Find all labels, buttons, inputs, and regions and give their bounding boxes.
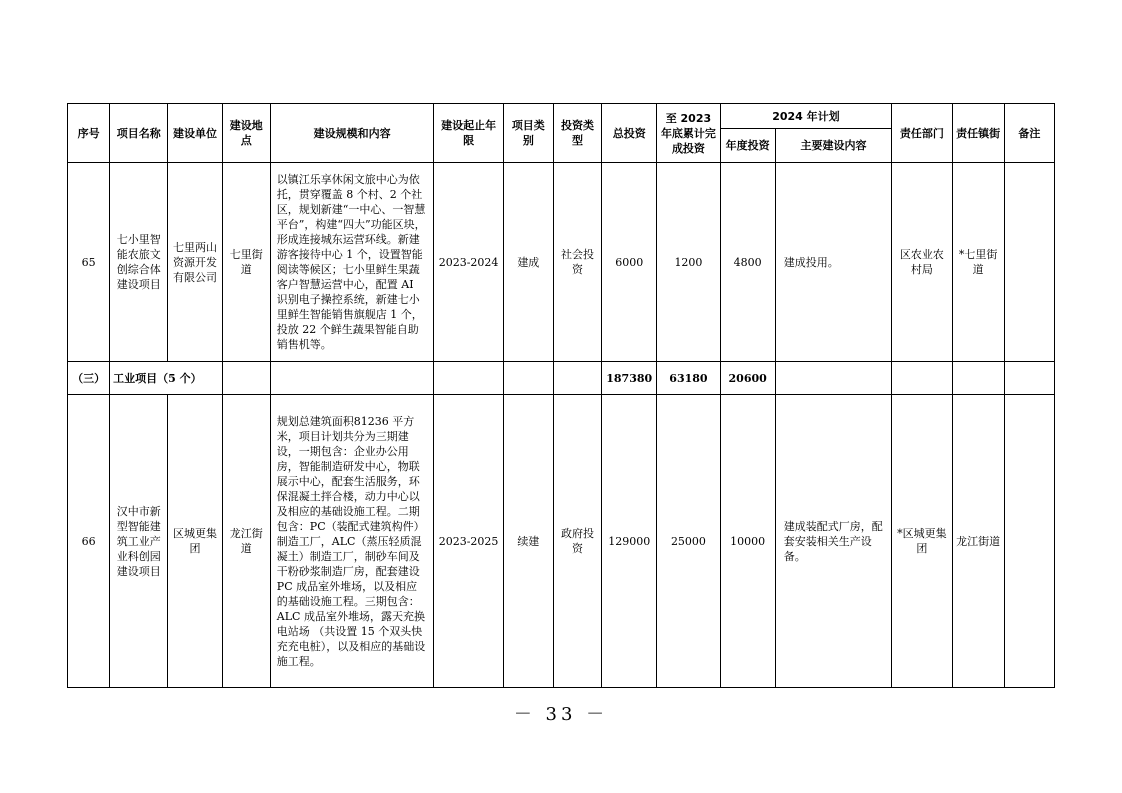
- cell-cumulative: 1200: [657, 163, 720, 362]
- cell-unit: 七里两山资源开发有限公司: [168, 163, 222, 362]
- section-cumulative: 63180: [657, 362, 720, 395]
- header-unit: 建设单位: [168, 104, 222, 163]
- cell-period: 2023-2024: [434, 163, 503, 362]
- cell-annual: 4800: [720, 163, 775, 362]
- section-annual: 20600: [720, 362, 775, 395]
- section-name: 工业项目（5 个）: [110, 362, 222, 395]
- table-row: [68, 395, 1055, 688]
- cell-note: [1004, 395, 1054, 688]
- cell-name: 汉中市新型智能建筑工业产业科创园建设项目: [110, 395, 168, 688]
- cell-total: 6000: [602, 163, 657, 362]
- header-street: 责任镇街: [952, 104, 1004, 163]
- table-row: [68, 163, 1055, 362]
- cell-cumulative: 25000: [657, 395, 720, 688]
- header-total: 总投资: [602, 104, 657, 163]
- cell-place: 龙江街道: [222, 395, 270, 688]
- header-main-content: 主要建设内容: [775, 129, 891, 163]
- cell-name: 七小里智能农旅文创综合体建设项目: [110, 163, 168, 362]
- section-total: 187380: [602, 362, 657, 395]
- cell-category: 续建: [503, 395, 553, 688]
- header-note: 备注: [1004, 104, 1054, 163]
- page-number: － 33 －: [513, 704, 609, 725]
- header-seq: 序号: [68, 104, 110, 163]
- cell-total: 129000: [602, 395, 657, 688]
- header-period: 建设起止年限: [434, 104, 503, 163]
- cell-place: 七里街道: [222, 163, 270, 362]
- header-dept: 责任部门: [892, 104, 952, 163]
- cell-note: [1004, 163, 1054, 362]
- header-place: 建设地点: [222, 104, 270, 163]
- header-annual: 年度投资: [720, 129, 775, 163]
- cell-seq: 66: [68, 395, 110, 688]
- cell-scale: 规划总建筑面积81236 平方米，项目计划共分为三期建设，一期包含：企业办公用房，智能制造研发中心，物联展示中心，配套生活服务，环保混凝土拌合楼，动力中心以及相应的基础设施工程。二期包含：PC（装配式建筑构件）制造工厂，ALC（蒸压轻质混凝土）制造工厂，制砂车间及干粉砂浆制造厂房，配套建设 PC 成品室外堆场，以及相应的基础设施工程。三期包含：ALC 成品室外堆场，露天充换电站场 （共设置 15 个双头快充充电桩），以及相应的基础设施工程。: [270, 395, 434, 688]
- cell-invest-type: 政府投资: [553, 395, 601, 688]
- project-table: [67, 103, 1055, 688]
- header-plan-2024: 2024 年计划: [720, 104, 892, 129]
- cell-street: *七里街道: [952, 163, 1004, 362]
- cell-unit: 区城更集团: [168, 395, 222, 688]
- header-name: 项目名称: [110, 104, 168, 163]
- section-row: [68, 362, 1055, 395]
- cell-dept: *区城更集团: [892, 395, 952, 688]
- header-scale: 建设规模和内容: [270, 104, 434, 163]
- cell-street: 龙江街道: [952, 395, 1004, 688]
- cell-period: 2023-2025: [434, 395, 503, 688]
- cell-seq: 65: [68, 163, 110, 362]
- cell-main-content: 建成投用。: [775, 163, 891, 362]
- header-cumulative: 至 2023 年底累计完成投资: [657, 104, 720, 163]
- cell-main-content: 建成装配式厂房，配套安装相关生产设备。: [775, 395, 891, 688]
- cell-scale: 以镇江乐享休闲文旅中心为依托，贯穿覆盖 8 个村、2 个社区，规划新建“一中心、一智慧平台”，构建“四大”功能区块，形成连接城东运营环线。新建游客接待中心 1 个，设置智能阅读等候区；七小里鲜生果蔬客户智慧运营中心，配置 AI 识别电子操控系统，新建七小里鲜生智能销售旗舰店 1 个，投放 22 个鲜生蔬果智能自助销售机等。: [270, 163, 434, 362]
- cell-invest-type: 社会投资: [553, 163, 601, 362]
- header-category: 项目类别: [503, 104, 553, 163]
- section-seq: （三）: [68, 362, 110, 395]
- header-invest-type: 投资类型: [553, 104, 601, 163]
- cell-category: 建成: [503, 163, 553, 362]
- cell-annual: 10000: [720, 395, 775, 688]
- cell-dept: 区农业农村局: [892, 163, 952, 362]
